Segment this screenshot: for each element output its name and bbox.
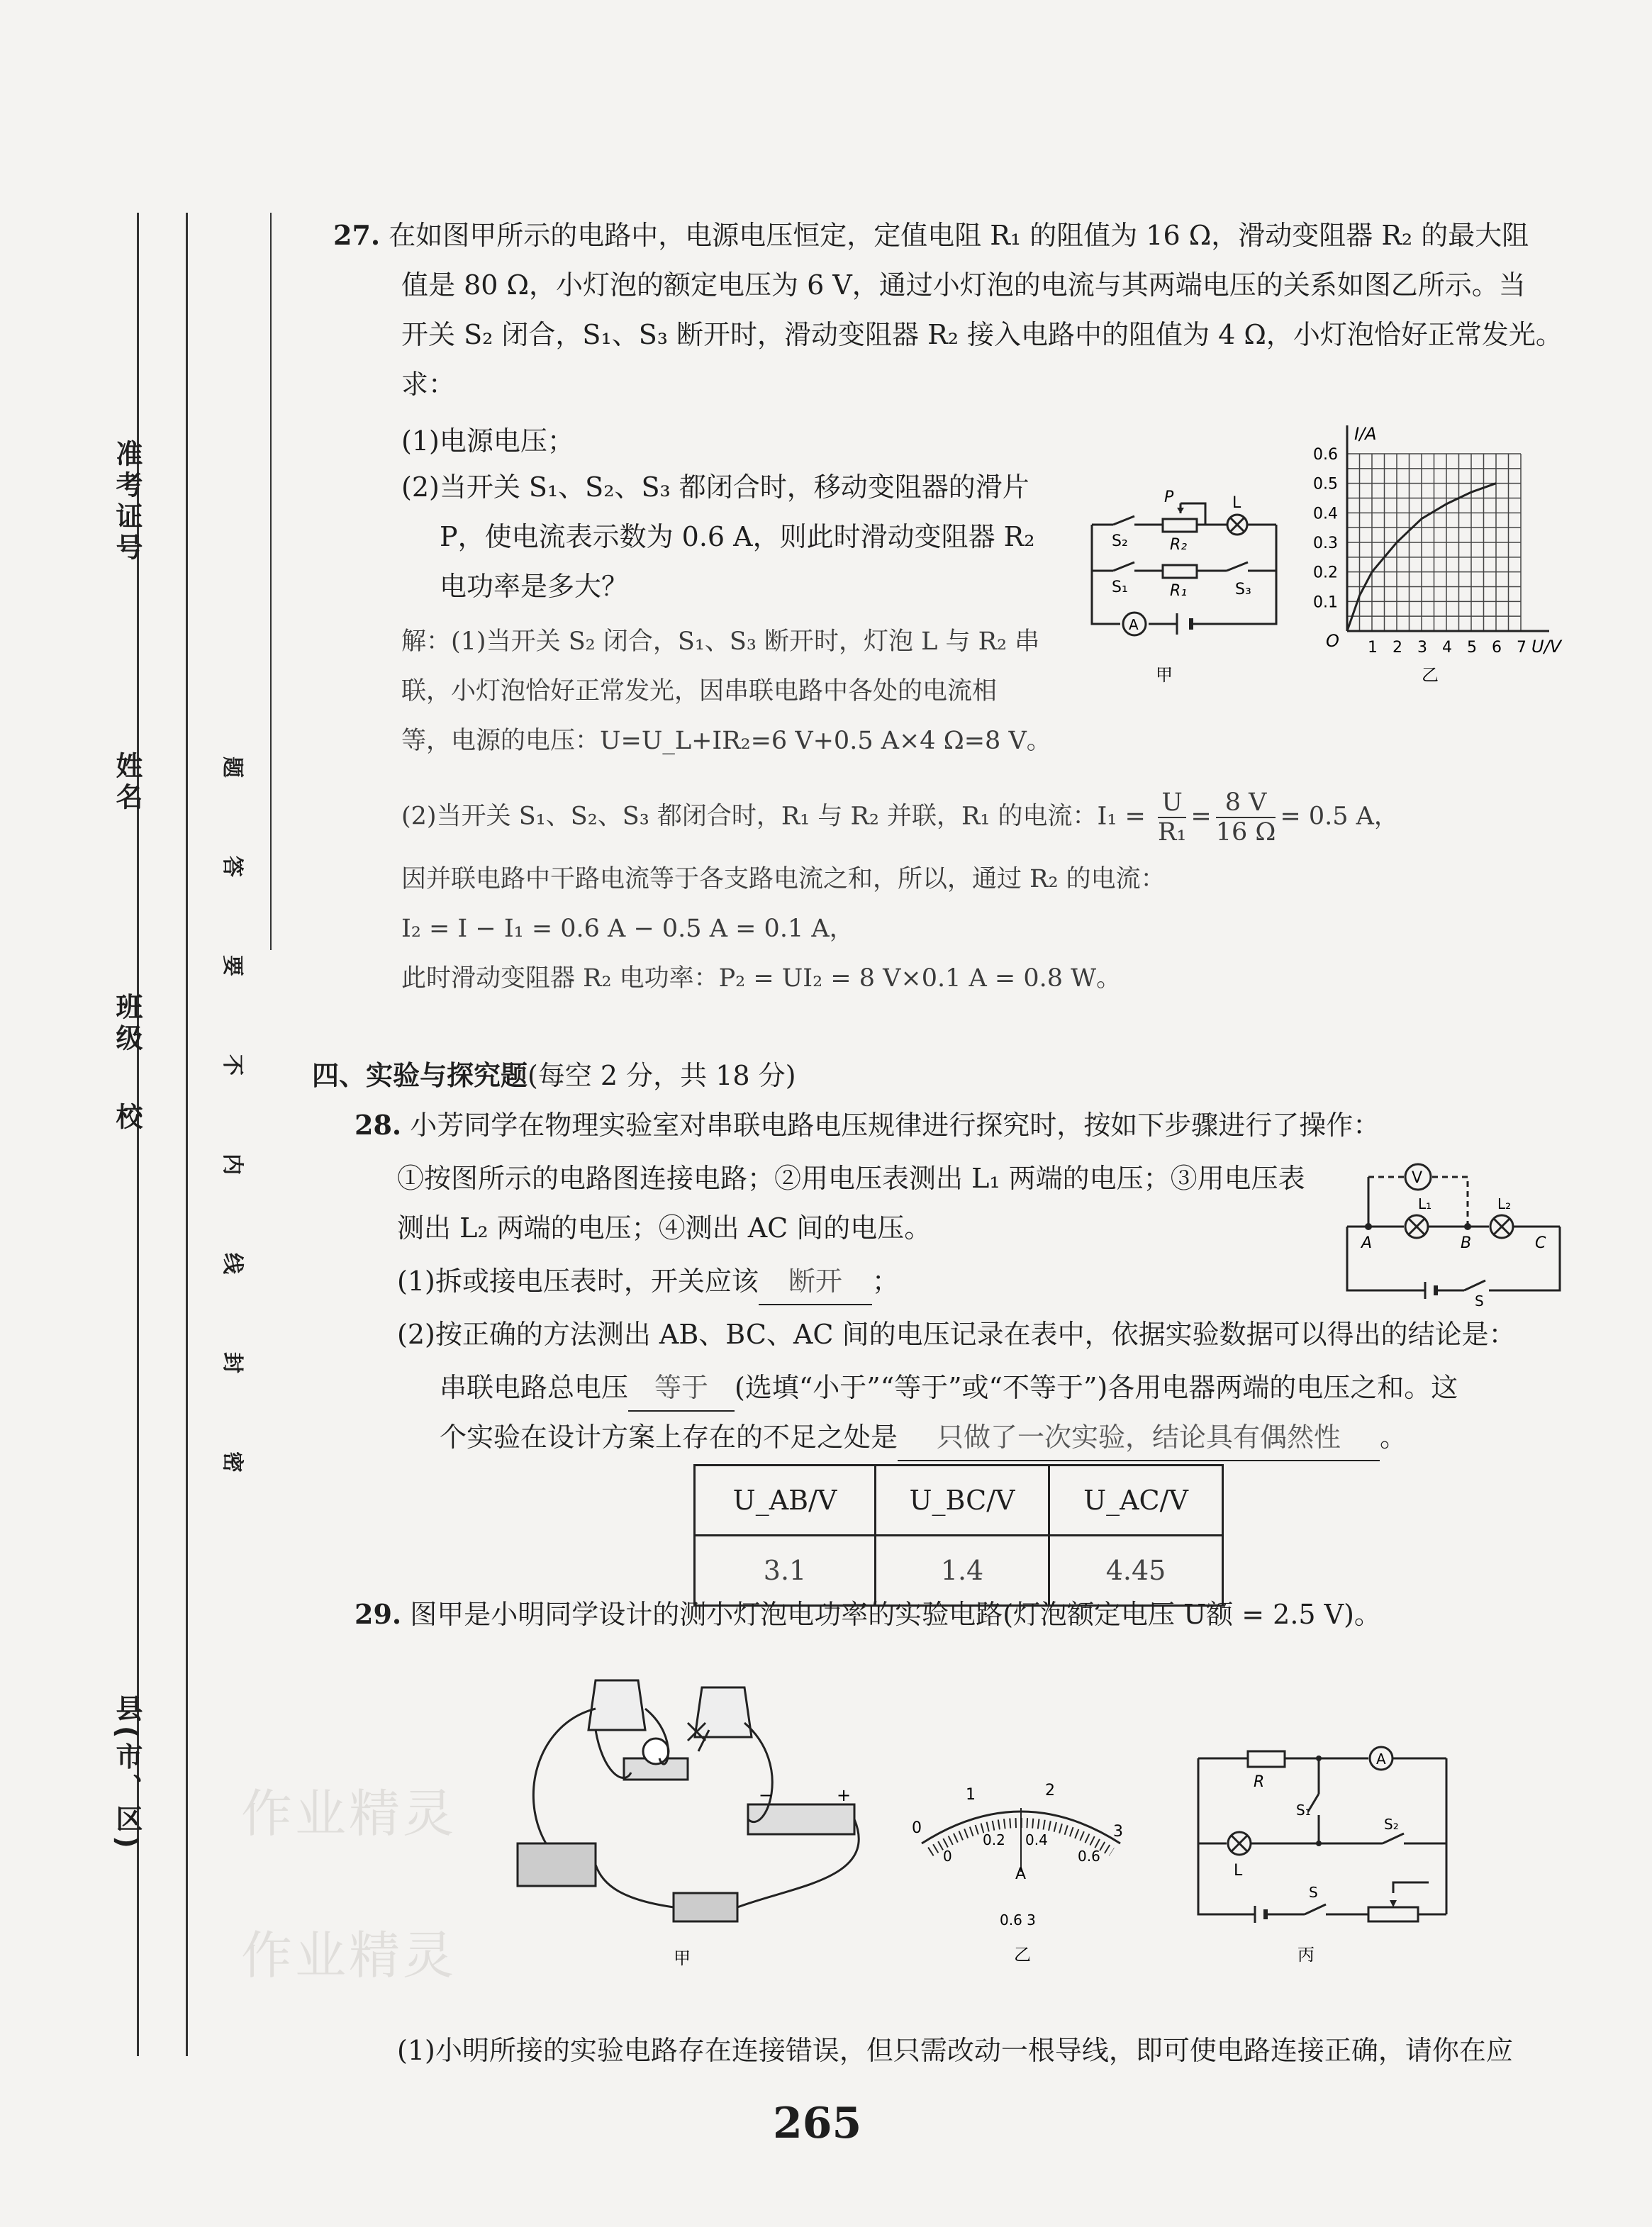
- chart-caption: 乙: [1422, 665, 1439, 685]
- school-label: 校: [111, 1103, 143, 1134]
- x-tick-label: 4: [1442, 639, 1452, 657]
- battery-pack: [748, 1804, 854, 1834]
- svg-text:0: 0: [912, 1819, 922, 1837]
- svg-text:S₂: S₂: [1112, 532, 1128, 550]
- q28-line1: 28. 小芳同学在物理实验室对串联电路电压规律进行探究时，按如下步骤进行了操作：: [355, 1109, 1380, 1141]
- rheostat: [518, 1843, 596, 1886]
- r2-resistor: [1163, 519, 1197, 532]
- y-tick-label: 0.2: [1313, 564, 1338, 582]
- q27-part2b: P，使电流表示数为 0.6 A，则此时滑动变阻器 R₂: [440, 521, 1035, 552]
- svg-text:R₂: R₂: [1170, 536, 1188, 554]
- q27-solution-3: 等，电源的电压：U=U_L+IR₂=6 V+0.5 A×4 Ω=8 V。: [401, 727, 1051, 755]
- class-label: 班级: [111, 993, 143, 1055]
- svg-text:S₁: S₁: [1296, 1802, 1311, 1819]
- exam-id-label: 准考证号: [111, 440, 143, 564]
- q27-circuit-figure: [1078, 482, 1290, 695]
- q29-part1: (1)小明所接的实验电路存在连接错误，但只需改动一根导线，即可使电路连接正确，请你在应: [397, 2035, 1513, 2066]
- ammeter: [695, 1687, 752, 1737]
- seal-char: 不: [220, 1054, 245, 1076]
- q27-part2c: 电功率是多大？: [440, 571, 629, 602]
- svg-text:1: 1: [966, 1786, 976, 1804]
- q28-part4: 个实验在设计方案上存在的不足之处是 只做了一次实验，结论具有偶然性 。: [440, 1414, 1407, 1461]
- seal-char: 要: [220, 955, 245, 976]
- svg-text:L: L: [1232, 494, 1241, 512]
- svg-text:0: 0: [943, 1848, 952, 1865]
- chart-origin: O: [1326, 631, 1339, 651]
- q27-solution-7: 此时滑动变阻器 R₂ 电功率：P₂ = UI₂ = 8 V×0.1 A = 0.8 W。: [401, 964, 1122, 993]
- svg-text:L: L: [1234, 1862, 1243, 1880]
- watermark: 作业精灵: [241, 1784, 457, 1843]
- voltmeter: [588, 1680, 645, 1730]
- q28-line2: ①按图所示的电路图连接电路；②用电压表测出 L₁ 两端的电压；③用电压表: [397, 1163, 1305, 1194]
- svg-text:乙: 乙: [1014, 1945, 1031, 1964]
- table-header: U_AC/V: [1049, 1466, 1223, 1536]
- svg-text:A: A: [1361, 1234, 1373, 1252]
- q29-circuit-diagram: [1184, 1744, 1468, 1971]
- svg-text:S: S: [1309, 1884, 1318, 1901]
- y-tick-label: 0.4: [1313, 505, 1338, 523]
- q29-ammeter-dial: [908, 1765, 1134, 1964]
- q28-answer-2: 等于: [628, 1365, 735, 1412]
- q28-voltage-table: [693, 1464, 1224, 1607]
- table-cell: 4.45: [1049, 1536, 1223, 1606]
- q27-part1: (1)电源电压；: [401, 425, 574, 457]
- svg-text:R: R: [1254, 1773, 1265, 1791]
- svg-text:−: −: [759, 1785, 774, 1805]
- svg-text:C: C: [1535, 1234, 1546, 1252]
- seal-char: 答: [220, 856, 245, 877]
- svg-text:甲: 甲: [674, 1948, 691, 1968]
- svg-text:3: 3: [1113, 1823, 1123, 1841]
- svg-text:S₂: S₂: [1384, 1816, 1399, 1833]
- q27-solution-4: (2)当开关 S₁、S₂、S₃ 都闭合时，R₁ 与 R₂ 并联，R₁ 的电流：I₁ = $\frac{U}{\text{R₁}}$ = $\frac{8 V}{16 \Omega}$ = 0.5 A，: [401, 788, 1399, 847]
- svg-text:V: V: [1412, 1169, 1423, 1187]
- svg-text:S₁: S₁: [1112, 579, 1128, 596]
- seal-char: 线: [220, 1253, 245, 1274]
- county-label: 县(市、区): [111, 1695, 143, 1853]
- table-cell: 3.1: [695, 1536, 876, 1606]
- x-tick-label: 1: [1368, 639, 1378, 657]
- y-tick-label: 0.6: [1313, 446, 1338, 464]
- q27-line1: 27. 在如图甲所示的电路中，电源电压恒定，定值电阻 R₁ 的阻值为 16 Ω，滑动变阻器 R₂ 的最大阻: [333, 219, 1529, 251]
- svg-text:丙: 丙: [1297, 1945, 1315, 1965]
- svg-text:0.6 3: 0.6 3: [1000, 1911, 1036, 1929]
- svg-text:L₂: L₂: [1497, 1195, 1512, 1212]
- q28-answer-3: 只做了一次实验，结论具有偶然性: [898, 1414, 1380, 1461]
- switch-body: [674, 1893, 737, 1921]
- margin-rule-inner: [186, 213, 188, 2056]
- q27-solution-2: 联，小灯泡恰好正常发光，因串联电路中各处的电流相: [401, 677, 998, 705]
- svg-text:A: A: [1376, 1751, 1386, 1768]
- name-label: 姓名: [111, 752, 143, 814]
- svg-text:+: +: [837, 1785, 852, 1805]
- q27-solution-1: 解：(1)当开关 S₂ 闭合，S₁、S₃ 断开时，灯泡 L 与 R₂ 串: [401, 627, 1040, 656]
- margin-rule-content: [270, 213, 272, 950]
- x-tick-label: 7: [1517, 639, 1527, 657]
- q29-physical-circuit: [496, 1652, 893, 1978]
- seal-char: 内: [220, 1154, 245, 1175]
- x-tick-label: 2: [1393, 639, 1402, 657]
- table-header: U_AB/V: [695, 1466, 876, 1536]
- chart-xlabel: U/V: [1531, 637, 1562, 657]
- svg-text:2: 2: [1045, 1782, 1055, 1799]
- svg-text:0.4: 0.4: [1025, 1831, 1048, 1848]
- svg-text:0.6: 0.6: [1078, 1848, 1100, 1865]
- svg-text:P: P: [1164, 489, 1174, 506]
- i-u-chart: [1305, 418, 1574, 688]
- y-tick-label: 0.5: [1313, 475, 1338, 493]
- svg-text:A: A: [1129, 616, 1139, 633]
- r1-resistor: [1163, 565, 1197, 578]
- page-number: 265: [773, 2099, 862, 2148]
- q27-solution-6: I₂ = I − I₁ = 0.6 A − 0.5 A = 0.1 A，: [401, 915, 854, 943]
- svg-text:A: A: [1015, 1865, 1027, 1883]
- q27-line2: 值是 80 Ω，小灯泡的额定电压为 6 V，通过小灯泡的电流与其两端电压的关系如图乙所示。当: [401, 269, 1526, 301]
- lamp-bulb: [643, 1738, 669, 1764]
- q28-line3: 测出 L₂ 两端的电压；④测出 AC 间的电压。: [397, 1212, 932, 1244]
- q28-answer-1: 断开: [759, 1258, 872, 1305]
- q27-line4: 求：: [401, 369, 456, 400]
- svg-text:0.2: 0.2: [983, 1831, 1005, 1848]
- seal-char: 封: [220, 1352, 245, 1373]
- q28-part2: (2)按正确的方法测出 AB、BC、AC 间的电压记录在表中，依据实验数据可以得出的结论是：: [397, 1319, 1516, 1350]
- svg-text:B: B: [1461, 1234, 1472, 1252]
- q27-part2a: (2)当开关 S₁、S₂、S₃ 都闭合时，移动变阻器的滑片: [401, 471, 1029, 503]
- q29-line1: 29. 图甲是小明同学设计的测小灯泡电功率的实验电路(灯泡额定电压 U额 = 2.5 V)。: [355, 1598, 1381, 1630]
- y-tick-label: 0.3: [1313, 535, 1338, 552]
- svg-text:L₁: L₁: [1418, 1195, 1432, 1212]
- x-tick-label: 3: [1417, 639, 1427, 657]
- seal-char: 密: [220, 1451, 245, 1473]
- q28-part1: (1)拆或接电压表时，开关应该 断开 ；: [397, 1258, 899, 1305]
- watermark: 作业精灵: [241, 1926, 457, 1985]
- table-header: U_BC/V: [876, 1466, 1049, 1536]
- x-tick-label: 5: [1467, 639, 1477, 657]
- svg-text:S₃: S₃: [1235, 581, 1251, 598]
- seal-char: 题: [220, 757, 245, 778]
- chart-ylabel: I/A: [1354, 424, 1377, 444]
- svg-text:S: S: [1475, 1293, 1484, 1310]
- svg-text:R₁: R₁: [1170, 582, 1188, 600]
- q28-circuit-figure: [1333, 1156, 1574, 1312]
- y-tick-label: 0.1: [1313, 593, 1338, 612]
- section4-heading: 四、实验与探究题(每空 2 分，共 18 分): [312, 1059, 796, 1091]
- q27-solution-5: 因并联电路中干路电流等于各支路电流之和，所以，通过 R₂ 的电流：: [401, 865, 1166, 893]
- table-cell: 1.4: [876, 1536, 1049, 1606]
- x-tick-label: 6: [1492, 639, 1502, 657]
- q27-line3: 开关 S₂ 闭合，S₁、S₃ 断开时，滑动变阻器 R₂ 接入电路中的阻值为 4 Ω，小灯泡恰好正常发光。: [401, 319, 1563, 350]
- q28-part3: 串联电路总电压 等于 (选填“小于”“等于”或“不等于”)各用电器两端的电压之和。这: [440, 1365, 1458, 1412]
- svg-text:甲: 甲: [1156, 665, 1173, 685]
